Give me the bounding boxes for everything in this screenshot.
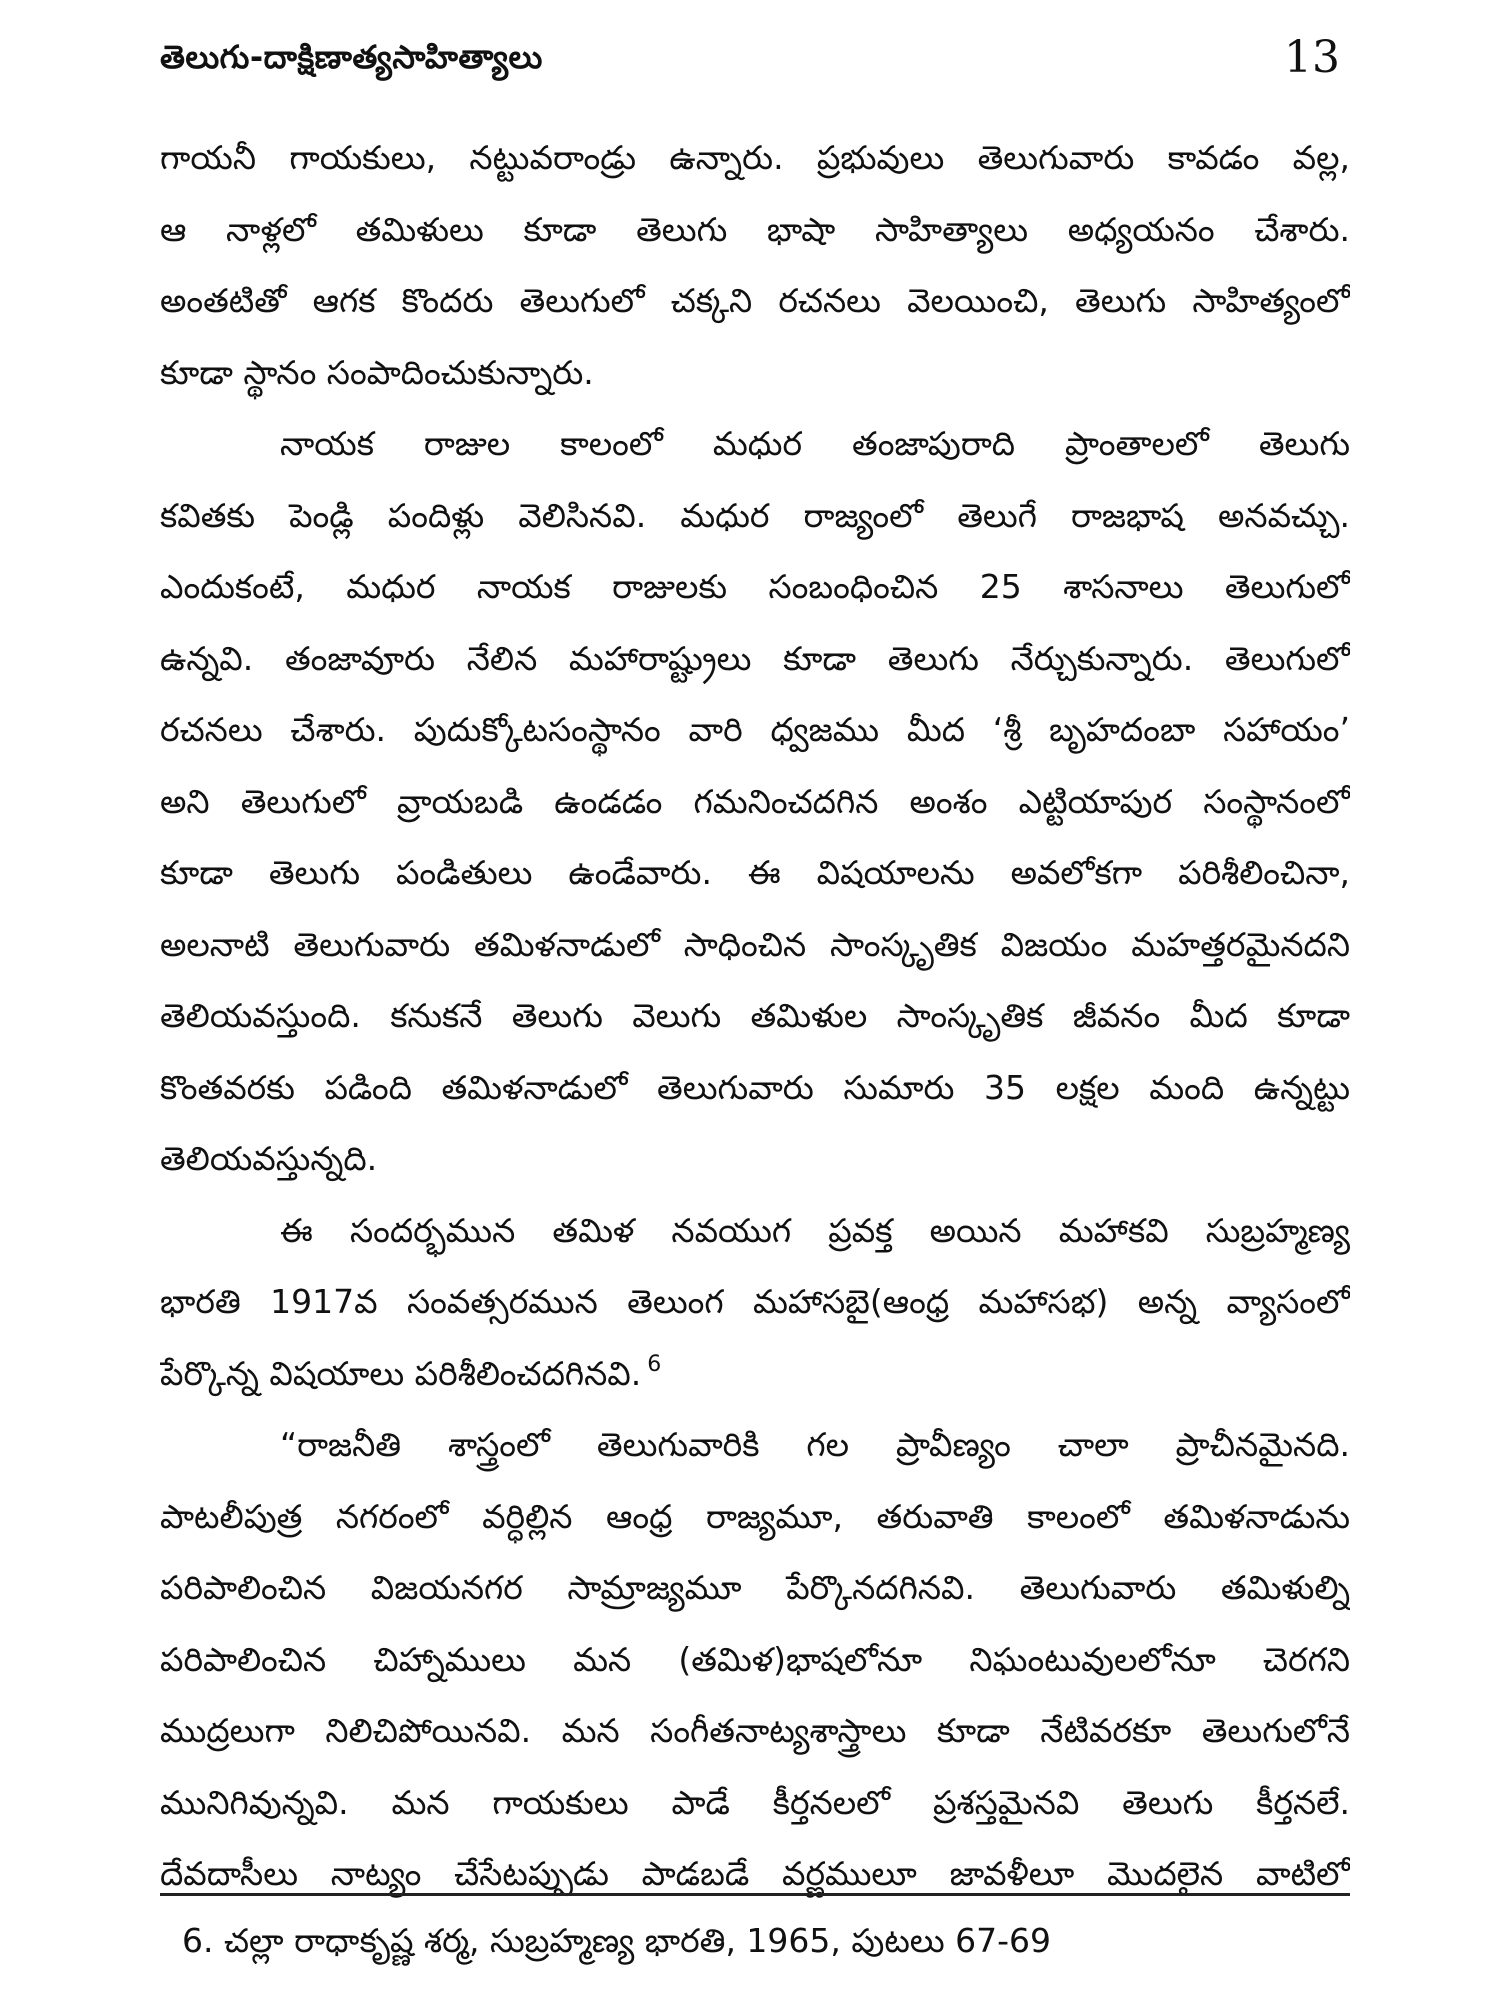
body-line: ముద్రలుగా నిలిచిపోయినవి. మన సంగీతనాట్యశాస్త్రాలు కూడా నేటివరకూ తెలుగులోనే — [160, 1711, 1350, 1750]
body-line: కొంతవరకు పడింది తమిళనాడులో తెలుగువారు సుమారు 35 లక్షల మంది ఉన్నట్టు — [160, 1067, 1350, 1107]
body-line: కూడా తెలుగు పండితులు ఉండేవారు. ఈ విషయాలను అవలోకగా పరిశీలించినా, — [160, 853, 1350, 892]
body-line: భారతి 1917వ సంవత్సరమున తెలుంగ మహాసబై(ఆంధ్ర మహాసభ) అన్న వ్యాసంలో — [160, 1282, 1350, 1321]
footnote-divider — [160, 1893, 1350, 1896]
body-line: ఉన్నవి. తంజావూరు నేలిన మహారాష్ట్రులు కూడా తెలుగు నేర్చుకున్నారు. తెలుగులో — [160, 638, 1350, 678]
quote-first-line: “రాజనీతి శాస్త్రంలో తెలుగువారికి గల ప్రావీణ్యం చాలా ప్రాచీనమైనది. — [280, 1425, 1350, 1464]
paragraph-first-line: ఈ సందర్భమున తమిళ నవయుగ ప్రవక్త అయిన మహాకవి సుబ్రహ్మణ్య — [280, 1210, 1350, 1250]
body-line: అంతటితో ఆగక కొందరు తెలుగులో చక్కని రచనలు వెలయించి, తెలుగు సాహిత్యంలో — [160, 281, 1350, 320]
footnote: 6. చల్లా రాధాకృష్ణ శర్మ, సుబ్రహ్మణ్య భారతి, 1965, పుటలు 67-69 — [182, 1921, 1052, 1960]
body-line: పరిపాలించిన విజయనగర సామ్రాజ్యమూ పేర్కొనదగినవి. తెలుగువారు తమిళుల్ని — [160, 1568, 1350, 1607]
body-line: గాయనీ గాయకులు, నట్టువరాండ్రు ఉన్నారు. ప్రభువులు తెలుగువారు కావడం వల్ల, — [160, 138, 1350, 177]
body-line: ఎందుకంటే, మధుర నాయక రాజులకు సంబంధించిన 25 శాసనాలు తెలుగులో — [160, 567, 1350, 606]
body-line: కూడా స్థానం సంపాదించుకున్నారు. — [160, 352, 594, 392]
body-line: కవితకు పెండ్లి పందిళ్లు వెలిసినవి. మధుర రాజ్యంలో తెలుగే రాజభాష అనవచ్చు. — [160, 495, 1350, 535]
body-line: తెలియవస్తున్నది. — [160, 1139, 378, 1178]
body-line: దేవదాసీలు నాట్యం చేసేటప్పుడు పాడబడే వర్ణములూ జావళీలూ మొదలైన వాటిలో — [160, 1854, 1350, 1893]
page-number: 13 — [1284, 32, 1340, 83]
paragraph-first-line: నాయక రాజుల కాలంలో మధుర తంజాపురాది ప్రాంతాలలో తెలుగు — [280, 424, 1350, 463]
body-line: ఆ నాళ్లలో తమిళులు కూడా తెలుగు భాషా సాహిత్యాలు అధ్యయనం చేశారు. — [160, 209, 1350, 249]
body-line: తెలియవస్తుంది. కనుకనే తెలుగు వెలుగు తమిళుల సాంస్కృతిక జీవనం మీద కూడా — [160, 996, 1350, 1035]
body-text — [160, 122, 1350, 1910]
body-line: అని తెలుగులో వ్రాయబడి ఉండడం గమనించదగిన అంశం ఎట్టియాపుర సంస్థానంలో — [160, 781, 1350, 821]
running-head-title: తెలుగు-దాక్షిణాత్యసాహిత్యాలు — [160, 38, 543, 76]
body-line: అలనాటి తెలుగువారు తమిళనాడులో సాధించిన సాంస్కృతిక విజయం మహత్తరమైనదని — [160, 924, 1350, 964]
body-line-text: పేర్కొన్న విషయాలు పరిశీలించదగినవి. — [160, 1353, 642, 1393]
body-line: పాటలీపుత్ర నగరంలో వర్ధిల్లిన ఆంధ్ర రాజ్యమూ, తరువాతి కాలంలో తమిళనాడును — [160, 1496, 1350, 1536]
body-line — [160, 1338, 1350, 1410]
footnote-reference: 6 — [647, 1351, 662, 1377]
body-line: రచనలు చేశారు. పుదుక్కోటసంస్థానం వారి ధ్వజము మీద ‘శ్రీ బృహదంబా సహాయం’ — [160, 710, 1350, 749]
body-line: పరిపాలించిన చిహ్నాములు మన (తమిళ)భాషలోనూ నిఘంటువులలోనూ చెరగని — [160, 1639, 1350, 1679]
body-line: మునిగివున్నవి. మన గాయకులు పాడే కీర్తనలలో ప్రశస్తమైనవి తెలుగు కీర్తనలే. — [160, 1782, 1350, 1822]
